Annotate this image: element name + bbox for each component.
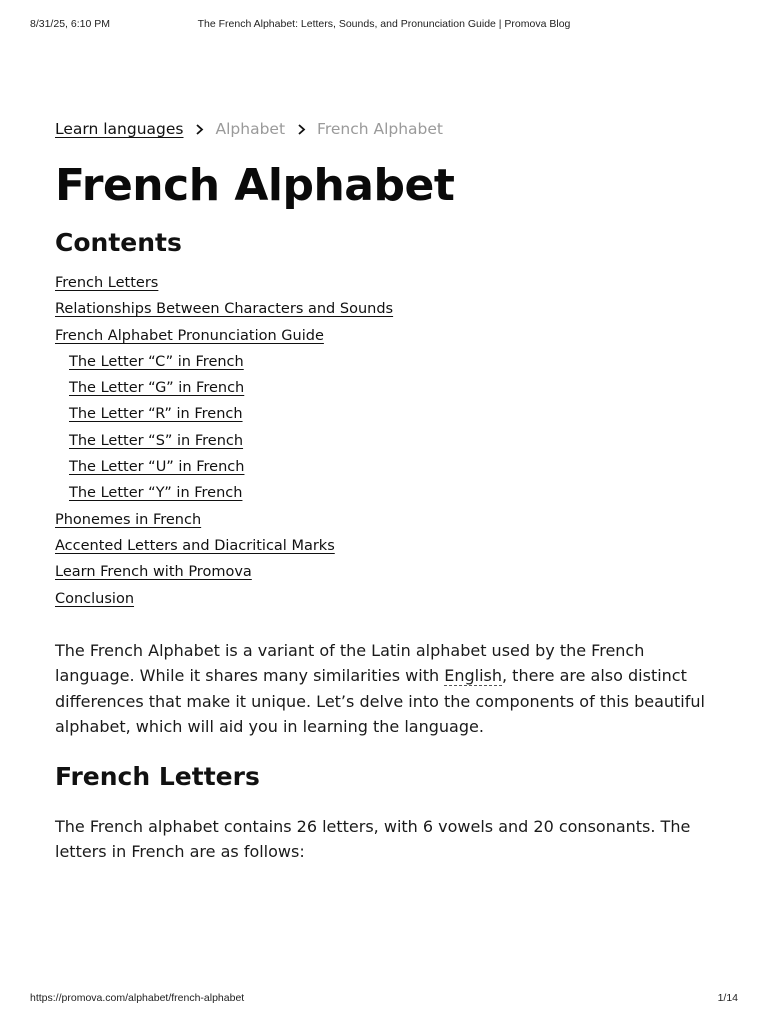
- toc-item: [55, 456, 393, 482]
- toc-link-relationships[interactable]: Relationships Between Characters and Sounds: [55, 301, 394, 318]
- glossary-term-english[interactable]: English: [444, 666, 502, 686]
- toc-item: [55, 482, 393, 508]
- toc-link-phonemes[interactable]: Phonemes in French: [55, 511, 202, 528]
- toc-link-conclusion[interactable]: Conclusion: [55, 590, 135, 607]
- print-header: [30, 18, 738, 32]
- toc-item: [55, 325, 393, 351]
- chevron-right-icon: [295, 124, 307, 135]
- breadcrumb-alphabet[interactable]: Alphabet: [215, 120, 286, 138]
- toc-item: [55, 588, 393, 614]
- toc-link-learn-with-promova[interactable]: Learn French with Promova: [55, 564, 252, 581]
- toc-item: [55, 535, 393, 561]
- toc-link-french-letters[interactable]: French Letters: [55, 275, 159, 291]
- print-page-number: 1/14: [717, 992, 738, 1004]
- intro-paragraph: [55, 638, 715, 739]
- toc-item: [55, 377, 393, 403]
- toc-item: [55, 351, 393, 377]
- chevron-right-icon: [194, 124, 206, 135]
- print-url: https://promova.com/alphabet/french-alphabet: [30, 992, 245, 1004]
- toc-item: [55, 509, 393, 535]
- toc-link-letter-r[interactable]: The Letter “R” in French: [69, 406, 243, 423]
- toc-item: [55, 298, 393, 324]
- toc-item: [55, 272, 393, 298]
- toc-link-letter-u[interactable]: The Letter “U” in French: [69, 459, 245, 476]
- print-date: 8/31/25, 6:10 PM: [30, 18, 110, 30]
- toc-link-letter-y[interactable]: The Letter “Y” in French: [69, 485, 243, 502]
- breadcrumb-learn-languages[interactable]: Learn languages: [55, 120, 184, 138]
- french-letters-heading: French Letters: [55, 762, 260, 791]
- toc-item: [55, 430, 393, 456]
- french-letters-paragraph: The French alphabet contains 26 letters, with 6 vowels and 20 consonants. The letters in French are as follows:: [55, 817, 691, 862]
- contents-heading: Contents: [55, 228, 182, 257]
- toc-link-letter-c[interactable]: The Letter “C” in French: [69, 353, 244, 370]
- toc-item: [55, 561, 393, 587]
- intro-text-end: , there are also distinct differences that make it unique. Let’s delve into the components of this beautiful alphabet, which will aid you in learning the language.: [55, 666, 705, 736]
- toc-item: [55, 403, 393, 429]
- toc-link-accented-letters[interactable]: Accented Letters and Diacritical Marks: [55, 537, 335, 554]
- table-of-contents: [55, 272, 393, 614]
- toc-link-pronunciation-guide[interactable]: French Alphabet Pronunciation Guide: [55, 327, 324, 344]
- breadcrumb-current: French Alphabet: [317, 120, 444, 138]
- toc-link-letter-g[interactable]: The Letter “G” in French: [69, 380, 245, 397]
- breadcrumb: [55, 120, 443, 138]
- toc-link-letter-s[interactable]: The Letter “S” in French: [69, 432, 244, 449]
- intro-text-start: The French Alphabet is a variant of the Latin alphabet used by the French language. While it shares many similarities with: [55, 641, 645, 686]
- print-page-title: The French Alphabet: Letters, Sounds, and Pronunciation Guide | Promova Blog: [197, 18, 571, 30]
- print-footer: [30, 992, 738, 1006]
- page-title: French Alphabet: [55, 160, 455, 211]
